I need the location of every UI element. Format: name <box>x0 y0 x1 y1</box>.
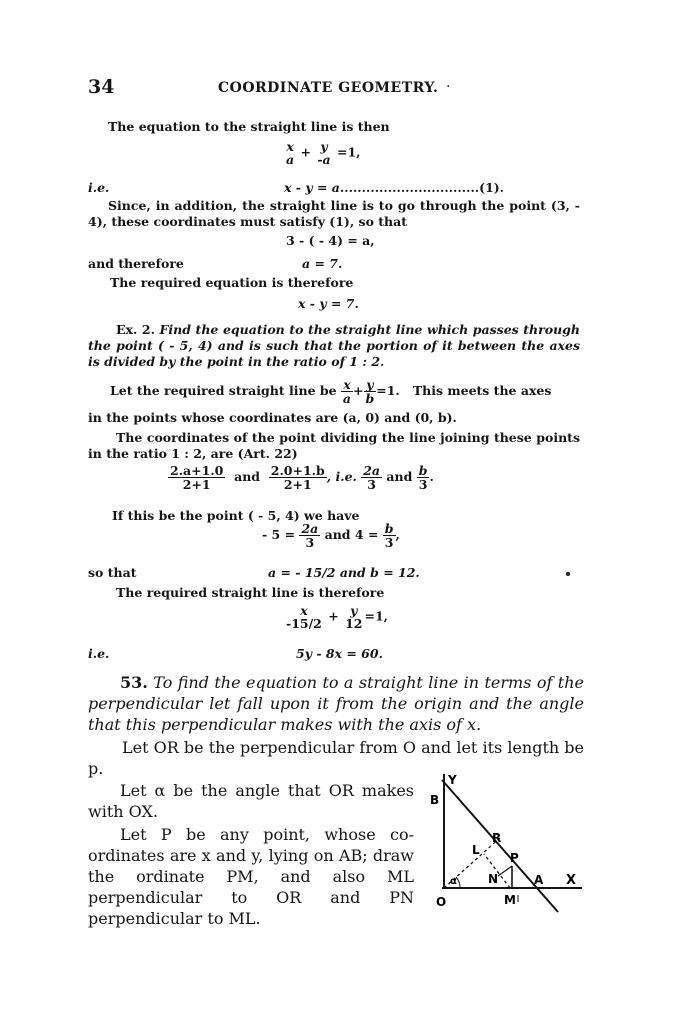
ex2-problem <box>88 322 580 370</box>
ie-label-3: i.e. <box>88 646 110 661</box>
ex1-equation-a: a = 7. <box>302 256 343 271</box>
ex2-final-intercept-form: x -15/2 + y 12 =1, <box>286 603 388 632</box>
ie-label-1: i.e. <box>88 180 110 195</box>
ex2-coords-intro: The coordinates of the point dividing the line joining these points in the ratio 1 : 2, are (Art. 22) <box>88 430 580 461</box>
label-m: M <box>504 893 516 907</box>
label-r: R <box>492 831 502 845</box>
ex2-so-that: so that <box>88 565 137 580</box>
art53-number: 53. <box>120 673 148 692</box>
label-y: Y <box>448 773 457 787</box>
label-b: B <box>430 793 440 807</box>
label-l: L <box>472 843 480 857</box>
ex2-problem-text: Find the equation to the straight line which passes through the point ( - 5, 4) and is such that the portion of it between the axes is divided by the point in the ratio of 1 : 2. <box>88 322 580 369</box>
ex1-intro: The equation to the straight line is then <box>108 119 390 134</box>
label-a: A <box>534 873 544 887</box>
ex2-section-formula: $\frac{2.a+1.0}{2+1}$ and $\frac{2.0+1.b}{2+1}$ , i.e. $\frac{2a}{3}$ and $\frac{b}{3}$ . <box>170 463 434 493</box>
ex1-equation-1: x - y = a................................(1). <box>284 180 505 195</box>
ex2-solution: a = - 15/2 and b = 12. <box>268 565 420 580</box>
ex1-therefore-label: and therefore <box>88 256 184 271</box>
ex1-required: The required equation is therefore <box>110 275 354 290</box>
line-pn <box>498 866 512 876</box>
ex1-since: Since, in addition, the straight line is to go through the point (3, - 4), these coordinates must satisfy (1), so that <box>88 198 580 229</box>
ex2-if-point: If this be the point ( - 5, 4) we have <box>112 508 360 523</box>
ex2-final-equation: 5y - 8x = 60. <box>296 646 383 661</box>
ex1-equation-intercept: x a + y -a =1, <box>286 139 361 168</box>
header-bullet: · <box>446 79 451 95</box>
ex2-label: Ex. 2. <box>116 322 155 337</box>
ex2-let-line: Let the required straight line be $\frac{x}{a}$ + $\frac{y}{b}$ =1. This meets the axes <box>110 377 552 407</box>
art53-title: To find the equation to a straight line in terms of the perpendicular let fall upon it from the origin and the angle that this perpendicular makes with the axis of x. <box>88 673 584 734</box>
ex2-meets-axes: in the points whose coordinates are (a, 0) and (0, b). <box>88 410 457 425</box>
art53-heading <box>88 672 584 735</box>
ex2-we-have-equations: - 5 = $\frac{2a}{3}$ and 4 = $\frac{b}{3}$ , <box>262 521 400 551</box>
running-title: COORDINATE GEOMETRY. <box>218 80 439 96</box>
label-x: X <box>566 873 577 888</box>
label-o: O <box>436 895 447 909</box>
label-alpha: α <box>450 876 457 887</box>
label-p: P <box>510 851 519 865</box>
ex2-required-line: The required straight line is therefore <box>116 585 385 600</box>
ex1-equation-sub: 3 - ( - 4) = a, <box>286 233 375 248</box>
perpendicular-form-figure <box>420 770 590 920</box>
stray-dot <box>566 572 570 576</box>
label-n: N <box>488 872 499 886</box>
ex1-final-equation: x - y = 7. <box>298 296 359 311</box>
art53-para-3: Let P be any point, whose co-ordinates are x and y, lying on AB; draw the ordinate PM, and also ML perpendicular to OR and PN perpendicular to ML. <box>88 825 414 928</box>
page-number: 34 <box>88 76 115 98</box>
art53-para-2: Let α be the angle that OR makes with OX. <box>88 781 414 821</box>
art53-para-1: Let OR be the perpendicular from O and let its length be p. <box>88 738 584 778</box>
line-ab <box>442 780 558 912</box>
